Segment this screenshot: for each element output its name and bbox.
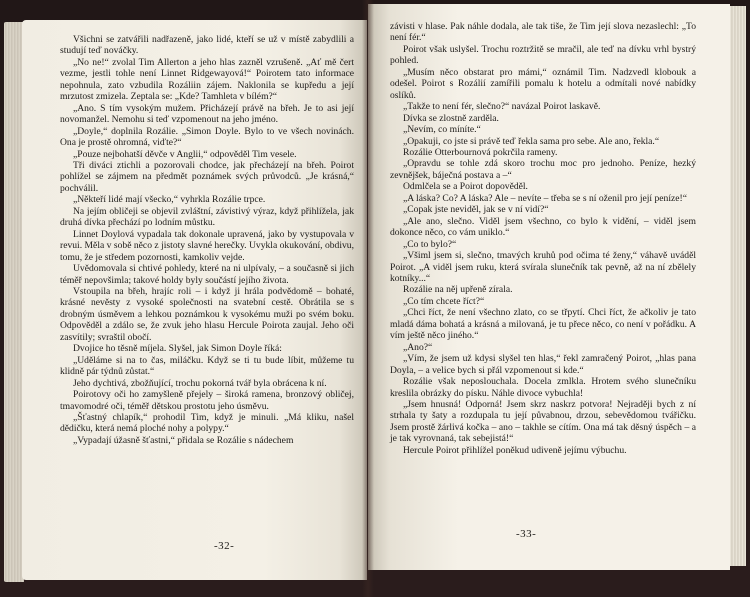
paragraph: „Vypadají úžasně šťastni,“ přidala se Rozálie s nádechem: [73, 434, 294, 446]
paragraph: Jeho dychtivá, zbožňující, trochu pokorná tvář byla obrácena k ní.: [73, 377, 327, 389]
paragraph: „Co to bylo?“: [403, 238, 457, 250]
paragraph: „Opakuji, co jste si právě teď řekla sama pro sebe. Ale ano, řekla.“: [403, 135, 660, 147]
paragraph: Rozálie však neposlouchala. Docela zmlkla. Hrotem svého slunečníku kreslila obrázky do písku. Náhle divoce vybuchla!: [390, 376, 696, 399]
paragraph: Všichni se zatvářili nadřazeně, jako lidé, kteří se už v místě zabydlili a studují teď nováčky.: [60, 34, 354, 57]
paragraph: Vstoupila na břeh, hrajíc roli – i když ji hrála podvědomě – bohaté, krásné nevěsty z vysoké společnosti na svatební cestě. Obrátila se s drobným úsměvem a lehkou poznámkou k vysokému muži po svém boku. Odpověděl a zdálo se, že zvuk jeho hlasu Hercule Poirota zaujal. Jeho oči zasvítily; svraštil obočí.: [60, 285, 354, 343]
paragraph: Dívka se zlostně zarděla.: [403, 112, 499, 124]
paragraph: Hercule Poirot přihlížel poněkud udiveně jejímu výbuchu.: [403, 444, 627, 456]
paragraph: „Opravdu se tohle zdá skoro trochu moc pro jednoho. Peníze, hezký zevnějšek, báječná postava a –“: [390, 158, 696, 181]
paragraph: závisti v hlase. Pak náhle dodala, ale tak tiše, že Tim její slova nezaslechl: „To není fér.“: [390, 21, 696, 44]
paragraph: Poirot však uslyšel. Trochu roztržitě se mračil, ale teď na dívku vrhl bystrý pohled.: [390, 43, 696, 67]
left-page-number: -32-: [214, 540, 235, 552]
right-page-text: [390, 21, 696, 456]
paragraph: „Ale ano, slečno. Viděl jsem všechno, co bylo k vidění, – viděl jsem dokonce něco, co vám uniklo.“: [390, 215, 696, 239]
paragraph: „Někteří lidé mají všecko,“ vyhrkla Rozálie trpce.: [73, 194, 266, 206]
right-page: [368, 4, 730, 570]
paragraph: „Jsem hnusná! Odporná! Jsem skrz naskrz potvora! Nejraději bych z ní strhala ty šaty a rozdupala tu její půvabnou, drzou, sebevědomou tvářičku. Jsem prostě žárlivá kočka – ano – takhle se cítím. Ona má tak děsný úspěch – a je tak vyrovnaná, tak sebejistá!“: [390, 398, 696, 445]
paragraph: „Copak jste neviděl, jak se v ní vidí?“: [403, 204, 549, 216]
left-page: [22, 20, 367, 580]
paragraph: „Všiml jsem si, slečno, tmavých kruhů pod očima té ženy,“ váhavě uváděl Poirot. „A viděl jsem ruku, která svírala slunečník tak pevně, až na ní zbělely kotníky...“: [390, 250, 696, 284]
paragraph: „Chci říct, že není všechno zlato, co se třpytí. Chci říct, že ačkoliv je tato mladá dáma bohatá a krásná a milovaná, je tu přece něco, co není v pořádku. A vím ještě něco jiného.“: [390, 307, 696, 342]
book-gutter: [362, 0, 374, 597]
paragraph: Na jejím obličeji se objevil zvláštní, závistivý výraz, když přihlížela, jak druhá dívka přechází po lodním můstku.: [60, 205, 354, 229]
paragraph: „No ne!“ zvolal Tim Allerton a jeho hlas zazněl vzrušeně. „Ať mě čert vezme, jestli tohle není Linnet Ridgewayová!“ Poirotem tato informace nepohnula, zato vzbudila Rozáliin zájem. Naklonila se kupředu a její mrzutost zmizela. Zeptala se: „Kde? Tamhleta v bílém?“: [60, 56, 354, 103]
left-page-edges: [4, 22, 24, 582]
paragraph: „Vím, že jsem už kdysi slyšel ten hlas,“ řekl zamračený Poirot, „hlas pana Doyla, – a velice bych si přál vzpomenout si kde.“: [390, 353, 696, 376]
paragraph: Uvědomovala si chtivé pohledy, které na ni ulpívaly, – a současně si jich téměř nepovšimla; takové holdy byly součástí jejího života.: [60, 263, 354, 286]
paragraph: „Co tím chcete říct?“: [403, 295, 485, 307]
paragraph: „Pouze nejbohatší děvče v Anglii,“ odpověděl Tim vesele.: [73, 148, 297, 160]
paragraph: „Takže to není fér, slečno?“ navázal Poirot laskavě.: [403, 101, 601, 113]
right-page-edges: [730, 6, 746, 566]
paragraph: Dvojice ho těsně míjela. Slyšel, jak Simon Doyle říká:: [73, 343, 282, 355]
right-page-number: -33-: [516, 528, 537, 540]
paragraph: Rozálie na něj upřeně zírala.: [403, 284, 513, 296]
paragraph: „Uděláme si na to čas, miláčku. Když se ti tu bude líbit, můžeme tu klidně pár týdnů zůstat.“: [60, 354, 354, 378]
paragraph: „Šťastný chlapík,“ prohodil Tim, když je minuli. „Má kliku, našel dědičku, která nemá ploché nohy a polypy.“: [60, 411, 354, 435]
left-page-text: [60, 34, 354, 446]
paragraph: Odmlčela se a Poirot dopověděl.: [403, 181, 528, 193]
paragraph: „A láska? Co? A láska? Ale – nevíte – třeba se s ní oženil pro její peníze!“: [403, 192, 687, 204]
paragraph: „Nevím, co míníte.“: [403, 124, 481, 136]
paragraph: „Musím něco obstarat pro mámi,“ oznámil Tim. Nadzvedl klobouk a odešel. Poirot s Rozálií zamířili pomalu k hotelu a odmítali nové nabídky oslíků.: [390, 66, 696, 101]
paragraph: Tři diváci ztichli a pozorovali chodce, jak přecházejí na břeh. Poirot pohlížel se zájmem na předmět poznámek svých průvodců. „Je krásná,“ pochválil.: [60, 159, 354, 194]
paragraph: Poirotovy oči ho zamyšleně přejely – široká ramena, bronzový obličej, tmavomodré oči, téměř dětskou prostotu jeho úsměvu.: [60, 389, 354, 412]
paragraph: Linnet Doylová vypadala tak dokonale upravená, jako by vystupovala v revui. Měla v sobě něco z jistoty slavné herečky. Uvykla okukování, obdivu, tomu, že je středem pozornosti, kamkoliv vejde.: [60, 228, 354, 263]
paragraph: „Ano?“: [403, 341, 433, 353]
paragraph: „Ano. S tím vysokým mužem. Přicházejí právě na břeh. Je to asi její novomanžel. Nemohu si teď vzpomenout na jeho jméno.: [60, 102, 354, 126]
paragraph: Rozálie Otterbournová pokrčila rameny.: [403, 146, 558, 158]
paragraph: „Doyle,“ doplnila Rozálie. „Simon Doyle. Bylo to ve všech novinách. Ona je prostě ohromná, viďte?“: [60, 125, 354, 149]
